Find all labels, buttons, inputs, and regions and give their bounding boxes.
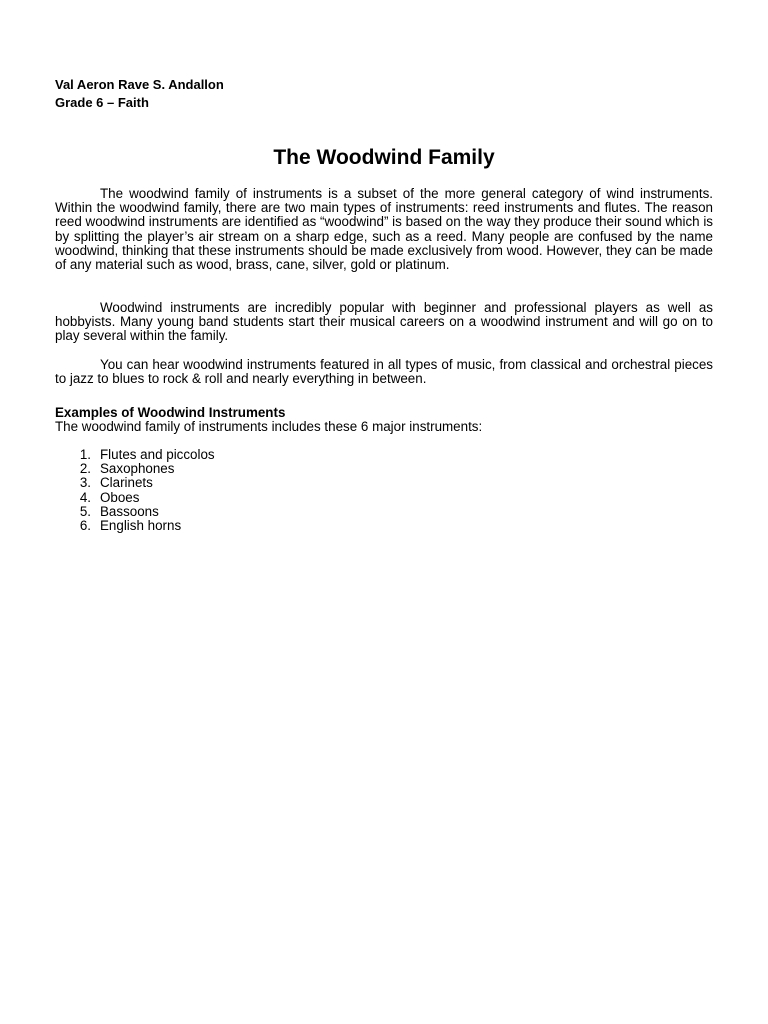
list-item-number: 5. — [79, 503, 91, 519]
paragraph-popularity: Woodwind instruments are incredibly popular with beginner and professional players as well as hobbyists. Many young band students start their musical careers on a woodwind instrument and will go on to play several within the family. — [55, 300, 713, 344]
grade-section: Grade 6 – Faith — [55, 95, 149, 110]
document-title: The Woodwind Family — [273, 146, 495, 169]
list-item-number: 1. — [79, 447, 91, 462]
list-item-label: Oboes — [100, 489, 140, 505]
paragraph-intro: The woodwind family of instruments is a subset of the more general category of wind instruments. Within the woodwind family, there are two main types of instruments: reed instruments and flutes. The reason reed woodwind instruments are identified as “woodwind” is based on the way they produce their sound which is by splitting the player’s air stream on a sharp edge, such as a reed. Many people are confused by the name woodwind, thinking that these instruments should be made exclusively from wood. However, they can be made of any material such as wood, brass, cane, silver, gold or platinum. — [55, 186, 713, 273]
examples-intro: The woodwind family of instruments includes these 6 major instruments: — [55, 419, 483, 434]
list-item-label: Bassoons — [100, 503, 159, 519]
list-item-number: 4. — [79, 489, 91, 505]
list-item-number: 3. — [79, 475, 91, 491]
author-name: Val Aeron Rave S. Andallon — [55, 77, 224, 92]
list-item-label: Flutes and piccolos — [100, 447, 215, 462]
paragraph-music-genres: You can hear woodwind instruments featured in all types of music, from classical and orchestral pieces to jazz to blues to rock & roll and nearly everything in between. — [55, 357, 713, 387]
list-item-number: 2. — [79, 461, 91, 477]
list-item-number: 6. — [79, 517, 91, 533]
list-item-label: Clarinets — [100, 475, 153, 491]
list-item-label: Saxophones — [100, 461, 175, 477]
examples-heading: Examples of Woodwind Instruments — [55, 405, 286, 420]
list-item-label: English horns — [100, 517, 182, 533]
